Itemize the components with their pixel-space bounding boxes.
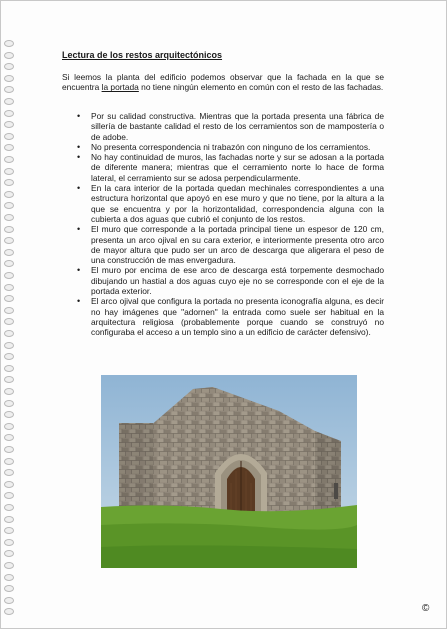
binding-ring bbox=[4, 516, 14, 523]
intro-text-end: no tiene ningún elemento en común con el resto de las fachadas. bbox=[138, 82, 384, 93]
binding-ring bbox=[4, 388, 14, 395]
ruin-photograph-drawing bbox=[101, 375, 357, 568]
binding-ring bbox=[4, 353, 14, 360]
binding-ring bbox=[4, 434, 14, 441]
binding-ring bbox=[4, 342, 14, 349]
binding-ring bbox=[4, 492, 14, 499]
binding-ring bbox=[4, 550, 14, 557]
observations-list bbox=[62, 111, 384, 338]
list-item: • El muro que corresponde a la portada principal tiene un espesor de 120 cm, presenta un arco ojival en su cara exterior, e interiormente presenta otro arco de mayor altura que pudo ser un arco de descarga que aligerara el peso de una construcción de mas envergadura. bbox=[62, 224, 384, 265]
binding-ring bbox=[4, 121, 14, 128]
spiral-binding bbox=[4, 40, 14, 620]
binding-ring bbox=[4, 63, 14, 70]
section-heading: Lectura de los restos arquitectónicos bbox=[62, 50, 223, 60]
binding-ring bbox=[4, 237, 14, 244]
binding-ring bbox=[4, 52, 14, 59]
binding-ring bbox=[4, 376, 14, 383]
binding-ring bbox=[4, 156, 14, 163]
binding-ring bbox=[4, 446, 14, 453]
binding-ring bbox=[4, 226, 14, 233]
binding-ring bbox=[4, 469, 14, 476]
binding-ring bbox=[4, 504, 14, 511]
binding-ring bbox=[4, 40, 14, 47]
binding-ring bbox=[4, 295, 14, 302]
binding-ring bbox=[4, 307, 14, 314]
binding-ring bbox=[4, 168, 14, 175]
binding-ring bbox=[4, 597, 14, 604]
intro-paragraph bbox=[62, 72, 384, 93]
binding-ring bbox=[4, 249, 14, 256]
binding-ring bbox=[4, 562, 14, 569]
copyright-mark: © bbox=[422, 603, 430, 614]
intro-text-start: Si leemos la planta del edificio podemos observar que la fachada en la que se encuentra bbox=[62, 72, 384, 93]
binding-ring bbox=[4, 110, 14, 117]
binding-ring bbox=[4, 214, 14, 221]
binding-ring bbox=[4, 86, 14, 93]
binding-ring bbox=[4, 98, 14, 105]
binding-ring bbox=[4, 272, 14, 279]
binding-ring bbox=[4, 179, 14, 186]
list-item: • El muro por encima de ese arco de descarga está torpemente desmochado dibujando un hastial a dos aguas cuyo eje no se corresponde con el eje de la portada exterior. bbox=[62, 265, 384, 296]
binding-ring bbox=[4, 411, 14, 418]
list-item: • En la cara interior de la portada quedan mechinales correspondientes a una estructura horizontal que apoyó en ese muro y que no tiene, por la altura a la que se encuentra y por la horizontalidad, correspondencia alguna con la cubierta a dos aguas que cubrió el conjunto de los restos. bbox=[62, 183, 384, 224]
binding-ring bbox=[4, 202, 14, 209]
ruin-photograph bbox=[101, 375, 357, 568]
binding-ring bbox=[4, 133, 14, 140]
binding-ring bbox=[4, 574, 14, 581]
intro-underlined-term: la portada bbox=[101, 82, 139, 93]
binding-ring bbox=[4, 608, 14, 615]
list-item: • No presenta correspondencia ni trabazón con ninguno de los cerramientos. bbox=[62, 142, 384, 152]
binding-ring bbox=[4, 284, 14, 291]
binding-ring bbox=[4, 318, 14, 325]
list-item: • No hay continuidad de muros, las fachadas norte y sur se adosan a la portada de diferente manera; mientras que el cerramiento norte lo hace de forma lateral, el cerramiento sur se adosa perpendicularmente. bbox=[62, 152, 384, 183]
binding-ring bbox=[4, 423, 14, 430]
binding-ring bbox=[4, 365, 14, 372]
binding-ring bbox=[4, 585, 14, 592]
binding-ring bbox=[4, 481, 14, 488]
binding-ring bbox=[4, 539, 14, 546]
binding-ring bbox=[4, 527, 14, 534]
binding-ring bbox=[4, 191, 14, 198]
binding-ring bbox=[4, 75, 14, 82]
list-item: • Por su calidad constructiva. Mientras que la portada presenta una fábrica de sillería de bastante calidad el resto de los cerramientos son de mampostería o de adobe. bbox=[62, 111, 384, 142]
binding-ring bbox=[4, 458, 14, 465]
binding-ring bbox=[4, 400, 14, 407]
list-item: • El arco ojival que configura la portada no presenta iconografía alguna, es decir no hay imágenes que "adornen" la entrada como suele ser habitual en la arquitectura religiosa (probablemente porque cuando se construyó no configuraba el acceso a un templo sino a un edificio de carácter defensivo). bbox=[62, 296, 384, 337]
binding-ring bbox=[4, 330, 14, 337]
binding-ring bbox=[4, 260, 14, 267]
binding-ring bbox=[4, 144, 14, 151]
